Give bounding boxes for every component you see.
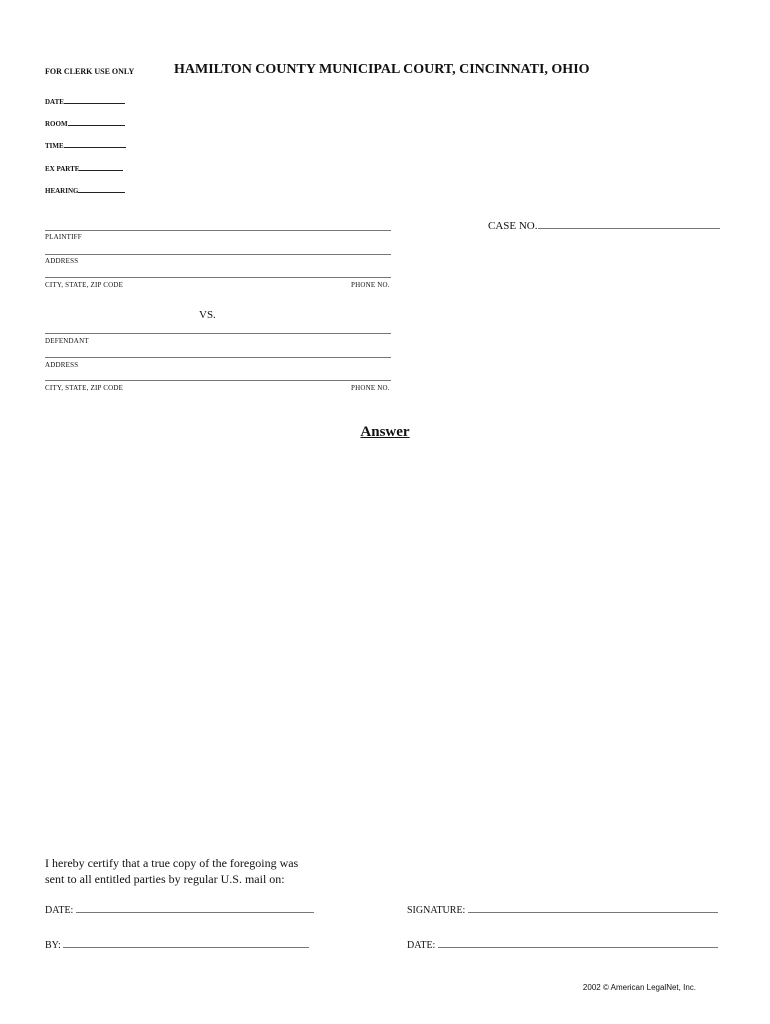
clerk-exparte-field[interactable]: [45, 162, 123, 173]
defendant-address-label: ADDRESS: [45, 361, 79, 369]
plaintiff-address-label: ADDRESS: [45, 257, 79, 265]
clerk-room-field[interactable]: [45, 117, 125, 128]
certification-line-2: sent to all entitled parties by regular U.S. mail on:: [45, 872, 285, 886]
plaintiff-address-line[interactable]: [45, 254, 391, 255]
defendant-address-line[interactable]: [45, 357, 391, 358]
plaintiff-phone-label: PHONE NO.: [351, 281, 390, 289]
certify-date-label: DATE:: [45, 905, 74, 916]
defendant-label: DEFENDANT: [45, 337, 89, 345]
signature-label: SIGNATURE:: [407, 905, 466, 916]
versus-label: VS.: [199, 309, 216, 321]
clerk-hearing-label: HEARING: [45, 187, 79, 195]
signature-field[interactable]: [407, 903, 718, 916]
by-label: BY:: [45, 940, 61, 951]
case-number-label: CASE NO.: [488, 220, 538, 232]
document-title: [0, 424, 770, 441]
answer-heading: Answer: [360, 424, 410, 440]
clerk-date-field[interactable]: [45, 95, 125, 106]
answer-body-area[interactable]: [45, 455, 725, 845]
clerk-time-field[interactable]: [45, 139, 126, 150]
plaintiff-name-line[interactable]: [45, 230, 391, 231]
signature-date-label: DATE:: [407, 940, 436, 951]
defendant-name-line[interactable]: [45, 333, 391, 334]
defendant-city-label: CITY, STATE, ZIP CODE: [45, 384, 124, 392]
defendant-city-line[interactable]: [45, 380, 391, 381]
clerk-exparte-label: EX PARTE: [45, 165, 80, 173]
defendant-phone-label: PHONE NO.: [351, 384, 390, 392]
copyright-notice: 2002 © American LegalNet, Inc.: [582, 983, 696, 992]
certify-date-field[interactable]: [45, 903, 314, 916]
clerk-use-label: FOR CLERK USE ONLY: [45, 67, 135, 76]
clerk-room-label: ROOM: [45, 120, 68, 128]
case-number-field[interactable]: [488, 219, 720, 232]
certification-line-1: I hereby certify that a true copy of the foregoing was: [45, 856, 299, 870]
by-field[interactable]: [45, 938, 309, 951]
clerk-hearing-field[interactable]: [45, 184, 125, 195]
clerk-date-label: DATE: [45, 98, 64, 106]
clerk-time-label: TIME: [45, 142, 64, 150]
certification-text: [45, 855, 345, 887]
plaintiff-city-line[interactable]: [45, 277, 391, 278]
plaintiff-label: PLAINTIFF: [45, 233, 82, 241]
signature-date-field[interactable]: [407, 938, 718, 951]
plaintiff-city-label: CITY, STATE, ZIP CODE: [45, 281, 124, 289]
court-title: HAMILTON COUNTY MUNICIPAL COURT, CINCINNATI, OHIO: [174, 62, 590, 77]
